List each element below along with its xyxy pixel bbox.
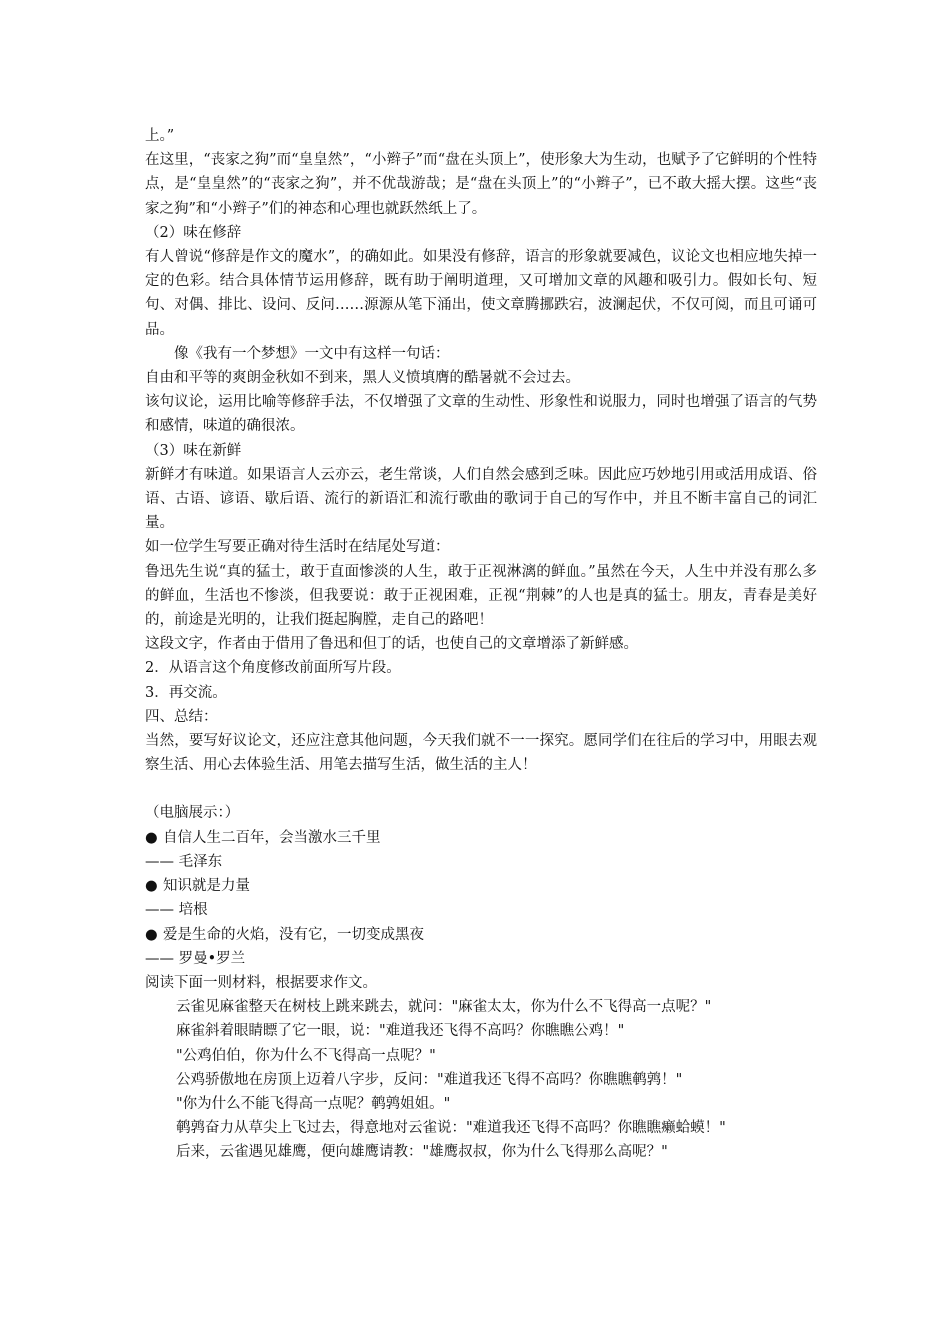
paragraph-student-quote: 鲁迅先生说“真的猛士，敢于直面惨淡的人生，敢于正视淋漓的鲜血。”虽然在今天，人生中并没有那么多的鲜血，生活也不惨淡，但我要说：敢于正视困难，正视“荆棘”的人也是真的猛士。朋友，青春是美好的，前途是光明的，让我们挺起胸膛，走自己的路吧！: [145, 563, 817, 629]
quote-author: —— 培根: [145, 902, 208, 919]
bullet-icon: ●: [145, 926, 158, 943]
quote-item: [145, 923, 817, 947]
quote-author: —— 毛泽东: [145, 853, 223, 870]
writing-instruction: 阅读下面一则材料，根据要求作文。: [145, 974, 377, 991]
heading-summary: 四、总结：: [145, 708, 218, 725]
story-line: 公鸡骄傲地在房顶上迈着八字步，反问："难道我还飞得不高吗？你瞧瞧鹌鹑！": [176, 1071, 683, 1088]
story-line: 麻雀斜着眼睛瞟了它一眼，说："难道我还飞得不高吗？你瞧瞧公鸡！": [176, 1023, 625, 1040]
paragraph-freshness: 新鲜才有味道。如果语言人云亦云，老生常谈，人们自然会感到乏味。因此应巧妙地引用或活用成语、俗语、古语、谚语、歇后语、流行的新语汇和流行歌曲的歌词于自己的写作中，并且不断丰富自己的词汇量。: [145, 466, 817, 532]
quote-text: 知识就是力量: [163, 878, 250, 895]
bullet-icon: ●: [145, 829, 158, 846]
list-item-3: 3．再交流。: [145, 684, 227, 701]
display-label: （电脑展示：）: [145, 805, 240, 822]
heading-freshness: （3）味在新鲜: [145, 442, 242, 459]
quote-author: —— 罗曼•罗兰: [145, 950, 246, 967]
quote-item: [145, 874, 817, 898]
story-line: 云雀见麻雀整天在树枝上跳来跳去，就问："麻雀太太，你为什么不飞得高一点呢？": [176, 999, 712, 1016]
heading-rhetoric: （2）味在修辞: [145, 224, 242, 241]
paragraph-dream-intro: 像《我有一个梦想》一文中有这样一句话：: [174, 345, 450, 362]
story-line: "公鸡伯伯，你为什么不飞得高一点呢？": [176, 1047, 436, 1064]
document-body: [145, 124, 817, 1165]
paragraph-continuation: 上。”: [145, 128, 175, 144]
story-line: "你为什么不能飞得高一点呢？鹌鹑姐姐。": [176, 1095, 451, 1112]
blank-line: [145, 777, 817, 801]
paragraph-student-intro: 如一位学生写要正确对待生活时在结尾处写道：: [145, 539, 450, 556]
story-line: 后来，云雀遇见雄鹰，便向雄鹰请教："雄鹰叔叔，你为什么飞得那么高呢？": [176, 1144, 668, 1161]
quote-item: [145, 826, 817, 850]
paragraph-dream-analysis: 该句议论，运用比喻等修辞手法，不仅增强了文章的生动性、形象性和说服力，同时也增强了语言的气势和感情，味道的确很浓。: [145, 394, 817, 435]
bullet-icon: ●: [145, 878, 158, 895]
paragraph-summary: 当然，要写好议论文，还应注意其他问题，今天我们就不一一探究。愿同学们在往后的学习中，用眼去观察生活、用心去体验生活、用笔去描写生活，做生活的主人！: [145, 733, 817, 774]
story-line: 鹌鹑奋力从草尖上飞过去，得意地对云雀说："难道我还飞得不高吗？你瞧瞧癞蛤蟆！": [176, 1120, 726, 1137]
quote-text: 爱是生命的火焰，没有它，一切变成黑夜: [163, 926, 424, 943]
paragraph-dream-quote: 自由和平等的爽朗金秋如不到来，黑人义愤填膺的酷暑就不会过去。: [145, 370, 580, 387]
paragraph-analysis-image: 在这里，“丧家之狗”而“皇皇然”，“小辫子”而“盘在头顶上”，使形象大为生动，也赋予了它鲜明的个性特点，是“皇皇然”的“丧家之狗”，并不优哉游哉；是“盘在头顶上”的“小辫子”，已不敢大摇大摆。这些“丧家之狗”和“小辫子”们的神态和心理也就跃然纸上了。: [145, 152, 817, 217]
list-item-2: 2．从语言这个角度修改前面所写片段。: [145, 660, 401, 677]
paragraph-rhetoric: 有人曾说“修辞是作文的魔水”，的确如此。如果没有修辞，语言的形象就要减色，议论文也相应地失掉一定的色彩。结合具体情节运用修辞，既有助于阐明道理，又可增加文章的风趣和吸引力。假如长句、短句、对偶、排比、设问、反问……源源从笔下涌出，使文章腾挪跌宕，波澜起伏，不仅可阅，而且可诵可品。: [145, 249, 817, 338]
quote-text: 自信人生二百年，会当激水三千里: [163, 829, 381, 846]
paragraph-freshness-analysis: 这段文字，作者由于借用了鲁迅和但丁的话，也使自己的文章增添了新鲜感。: [145, 636, 638, 653]
